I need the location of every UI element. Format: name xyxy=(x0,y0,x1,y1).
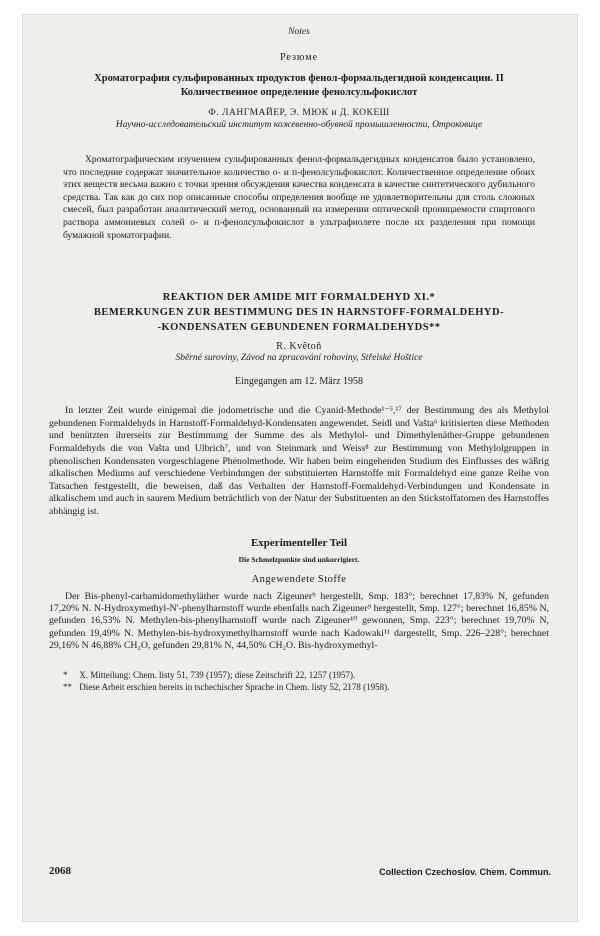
russian-summary-abstract: Хроматографическим изучением сульфированных фенол-формальдегидных конденсатов было установлено, что последние содержат значительное количество о- и п-фенолсульфокислот. Количественное определение обоих этих веществ весьма важно с точки зрения обсуждения качества конденсата в качестве синтетического дубильного средства. Так как до сих пор описанные способы определения вообще не удовлетворительны для столь сложных смесей, был разработан аналитический метод, основанный на измерении оптической проницаемости спиртового раствора аммониевых солей о- и п-фенолсульфокислот в ультрафиолете после их разделения при помощи бумажной хроматографии. xyxy=(63,154,535,241)
substances-heading: Angewendete Stoffe xyxy=(251,573,347,585)
running-head: Notes xyxy=(288,27,310,37)
footnote-mark: * xyxy=(63,669,68,680)
russian-summary-authors: Ф. ЛАНГМАЙЕР, Э. МЮК и Д. КОКЕШ xyxy=(208,108,390,118)
article-title-line-3: -KONDENSATEN GEBUNDENEN FORMALDEHYDS** xyxy=(157,322,441,334)
footnote-mark: ** xyxy=(63,681,72,692)
page-number: 2068 xyxy=(49,865,71,877)
russian-summary-affiliation: Научно-исследовательский институт кожевенно-обувной промышленности, Отроковице xyxy=(115,120,483,130)
footnote xyxy=(63,669,549,681)
introduction-paragraph: In letzter Zeit wurde einigemal die jodometrische und die Cyanid-Methode¹⁻⁵,¹⁷ der Bestimmung des als Methylol gebundenen Formaldehyds in Harnstoff-Formaldehyd-Kondensaten angewendet. Seidl und Vašta⁶ kritisierten diese Methoden und benützten ihrerseits zur Bestimmung der Summe des als Methylol- und Dimethylenäther-Gruppe gebundenen Formaldehyds die von Vašta und Ulbrich⁷, und von Steinmark und Weiss⁸ zur Bestimmung von Methylolgruppen in phenolischen Kondensaten vorgeschlagene Phenolmethode. Wir haben beim eingehenden Studium des Einflusses des wäßrig alkalischen Mediums auf verschiedene Verbindungen der substituierten Harnstoffe mit Formaldehyd eine ganze Reihe von Tatsachen festgestellt, die beweisen, daß das Verhalten der Harnstoff-Formaldehyd-Verbindungen und Kondensate in alkalischem und auch in saurem Medium beträchtlich von der Natur der Substituenten an den Stickstoffatomen des Harnstoffes abhängig ist. xyxy=(49,405,549,517)
melting-point-note: Die Schmelzpunkte sind unkorrigiert. xyxy=(238,554,360,564)
footnote-text: Diese Arbeit erschien bereits in tschechischer Sprache in Chem. listy 52, 2178 (1958). xyxy=(79,681,390,692)
article-affiliation: Sběrné suroviny, Závod na zpracování rohoviny, Střelské Hoštice xyxy=(175,353,423,364)
russian-title-line-1: Хроматография сульфированных продуктов фенол-формальдегидной конденсации. II xyxy=(94,73,504,84)
journal-name: Collection Czechoslov. Chem. Commun. xyxy=(379,867,551,877)
page-content xyxy=(49,27,549,693)
article-title-line-1: REAKTION DER AMIDE MIT FORMALDEHYD XI.* xyxy=(162,292,436,304)
footnote xyxy=(63,681,549,693)
substances-paragraph: Der Bis-phenyl-carbamidomethyläther wurde nach Zigeuner⁹ hergestellt, Smp. 183°; berechnet 17,83% N, gefunden 17,20% N. N-Hydroxymethyl-N′-phenylharnstoff wurde ebenfalls nach Zigeuner⁹ hergestellt, Smp. 127°; berechnet 16,85% N, gefunden 16,53% N. Methylen-bis-phenylharnstoff wurde nach Zigeuner¹⁰ gewonnen, Smp. 223°; berechnet 19,70% N, gefunden 19,49% N. Methylen-bis-hydroxymethylharnstoff wurde nach Kadowaki¹¹ dargestellt, Smp. 226–228°; berechnet 29,16% N 46,88% CH₂O, gefunden 29,81% N, 44,50% CH₂O. Bis-hydroxymethyl- xyxy=(49,590,549,652)
received-date: Eingegangen am 12. März 1958 xyxy=(234,376,364,388)
article-author: R. Kvĕtoň xyxy=(276,341,322,353)
article-title-line-2: BEMERKUNGEN ZUR BESTIMMUNG DES IN HARNSTOFF-FORMALDEHYD- xyxy=(93,307,505,319)
russian-summary-title xyxy=(49,72,549,100)
russian-title-line-2: Количественное определение фенолсульфокислот xyxy=(180,87,418,98)
footnote-text: X. Mitteilung: Chem. listy 51, 739 (1957); diese Zeitschrift 22, 1257 (1957). xyxy=(79,669,356,680)
summary-label: Резюме xyxy=(279,52,319,63)
article-title xyxy=(49,290,549,335)
experimental-heading: Experimenteller Teil xyxy=(250,536,348,549)
journal-page xyxy=(22,14,578,922)
footnotes xyxy=(49,669,549,693)
